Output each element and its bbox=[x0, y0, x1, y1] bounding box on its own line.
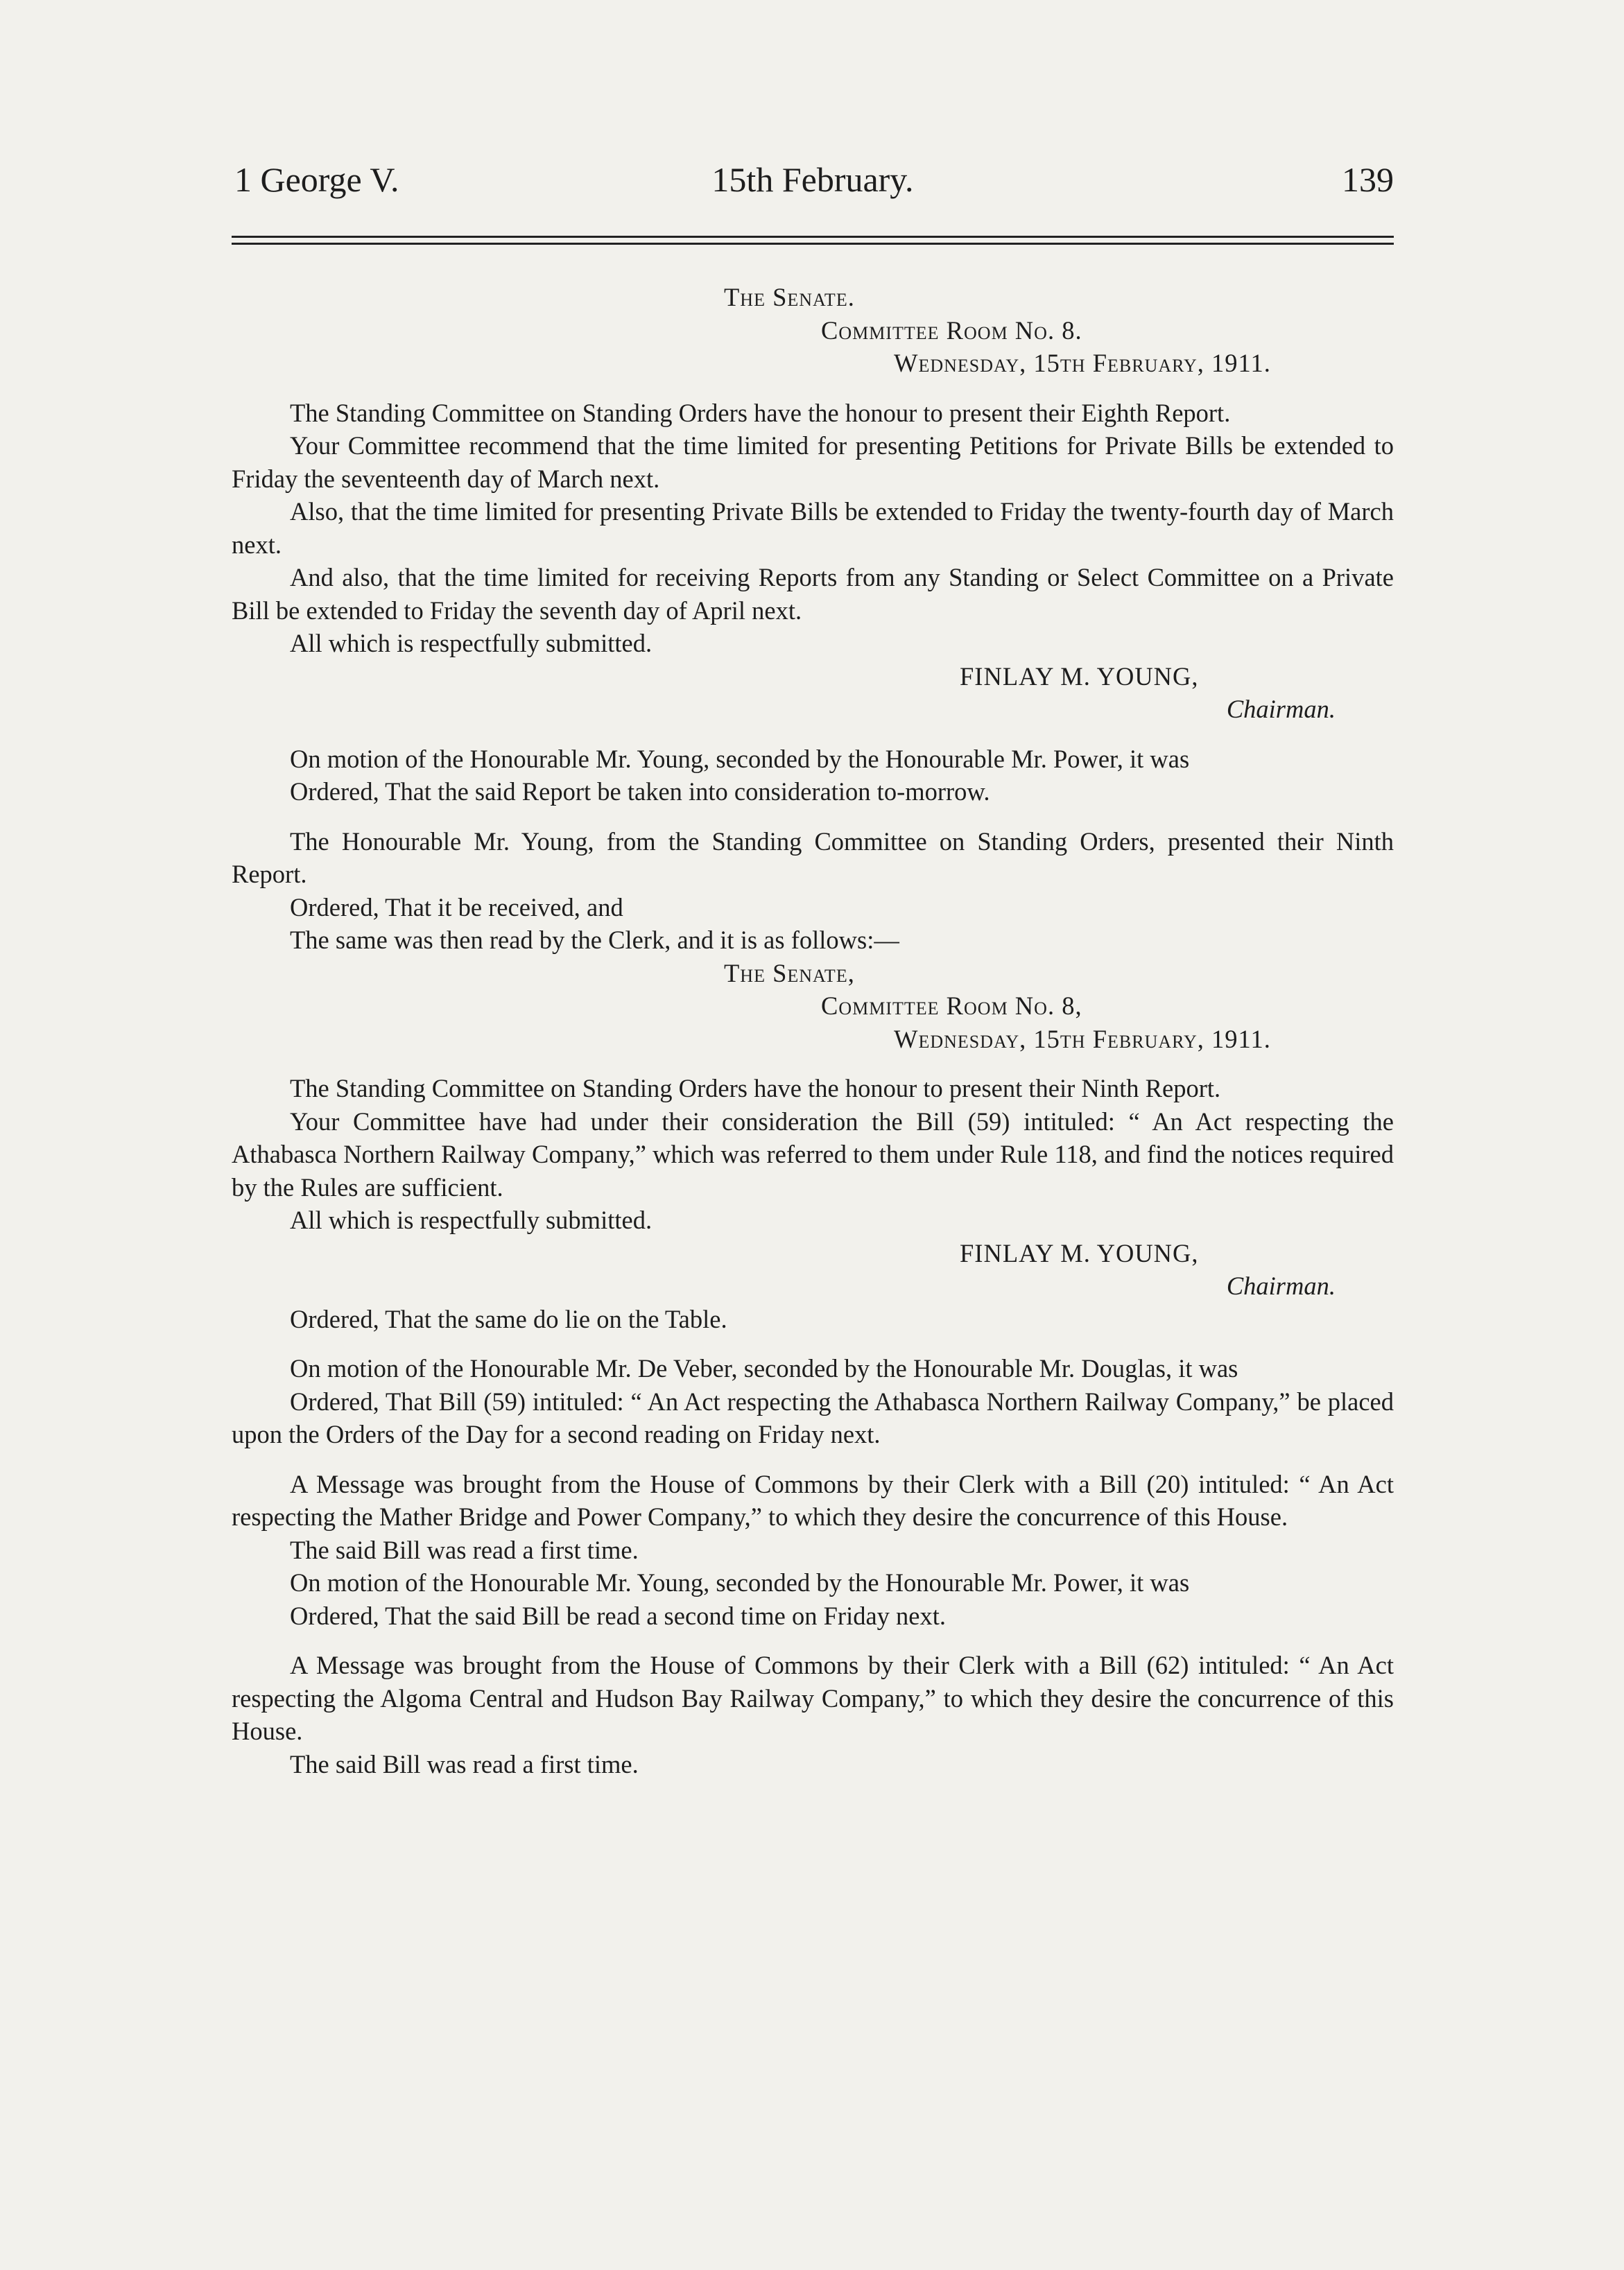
report2-intro-para-1: The Honourable Mr. Young, from the Standing Committee on Standing Orders, presented their Ninth Report. bbox=[232, 826, 1394, 888]
report1-date-text: Wednesday, 15th February, 1911. bbox=[894, 349, 1271, 377]
message1-para-2: The said Bill was read a first time. bbox=[290, 1535, 639, 1564]
report2-heading-date bbox=[232, 1023, 1394, 1056]
message2-para-1: A Message was brought from the House of Commons by their Clerk with a Bill (62) intituled: “ An Act respecting the Algoma Central and Hudson Bay Railway Company,” to which they desire the concurrence of this House. bbox=[232, 1651, 1394, 1745]
header-date: 15th February. bbox=[711, 160, 914, 199]
report1-para-3: Also, that the time limited for presenting Private Bills be extended to Friday the twenty-fourth day of March next. bbox=[232, 497, 1394, 559]
message1-para-4: Ordered, That the said Bill be read a second time on Friday next. bbox=[290, 1601, 947, 1630]
document-page bbox=[232, 159, 1394, 1781]
report1-para-5: All which is respectfully submitted. bbox=[290, 629, 653, 657]
motion2-para-2: Ordered, That Bill (59) intituled: “ An Act respecting the Athabasca Northern Railway Company,” be placed upon the Orders of the Day for a second reading on Friday next. bbox=[232, 1387, 1394, 1448]
header-regnal-year: 1 George V. bbox=[234, 160, 399, 199]
report2-heading-room: Committee Room No. 8, bbox=[821, 991, 1082, 1020]
report2-heading-senate: The Senate, bbox=[724, 958, 855, 987]
message2-para-2: The said Bill was read a first time. bbox=[290, 1749, 639, 1778]
running-header bbox=[232, 159, 1394, 208]
report2-intro-para-3: The same was then read by the Clerk, and it is as follows:— bbox=[290, 926, 899, 954]
page-number: 139 bbox=[1342, 160, 1394, 199]
report1-signature-title: Chairman. bbox=[1226, 695, 1336, 723]
message1-para-1: A Message was brought from the House of Commons by their Clerk with a Bill (20) intituled: “ An Act respecting the Mather Bridge and Power Company,” to which they desire the concurrence of this House. bbox=[232, 1469, 1394, 1531]
report1-heading-date bbox=[232, 347, 1394, 380]
report1-signature-name: FINLAY M. YOUNG, bbox=[960, 661, 1199, 691]
journal-text bbox=[232, 281, 1394, 1781]
motion1-para-1: On motion of the Honourable Mr. Young, seconded by the Honourable Mr. Power, it was bbox=[290, 744, 1190, 773]
report2-date-text: Wednesday, 15th February, 1911. bbox=[894, 1024, 1271, 1053]
report2-signature-title: Chairman. bbox=[1226, 1272, 1336, 1300]
report2-para-2: Your Committee have had under their consideration the Bill (59) intituled: “ An Act respecting the Athabasca Northern Railway Company,” which was referred to them under Rule 118, and find the notices required by the Rules are sufficient. bbox=[232, 1107, 1394, 1202]
motion1-para-2: Ordered, That the said Report be taken into consideration to-morrow. bbox=[290, 777, 990, 806]
report2-para-4: Ordered, That the same do lie on the Table. bbox=[290, 1304, 727, 1333]
report1-para-1: The Standing Committee on Standing Orders have the honour to present their Eighth Report. bbox=[290, 398, 1231, 427]
report1-para-4: And also, that the time limited for receiving Reports from any Standing or Select Committee on a Private Bill be extended to Friday the seventh day of April next. bbox=[232, 563, 1394, 625]
report2-intro-para-2: Ordered, That it be received, and bbox=[290, 892, 623, 921]
header-double-rule bbox=[232, 236, 1394, 245]
report2-para-1: The Standing Committee on Standing Orders have the honour to present their Ninth Report. bbox=[290, 1074, 1221, 1102]
report1-heading-senate: The Senate. bbox=[724, 283, 855, 311]
report2-signature-name: FINLAY M. YOUNG, bbox=[960, 1238, 1199, 1267]
report1-heading-room: Committee Room No. 8. bbox=[821, 315, 1082, 345]
motion2-para-1: On motion of the Honourable Mr. De Veber, seconded by the Honourable Mr. Douglas, it was bbox=[290, 1354, 1238, 1383]
report1-para-2: Your Committee recommend that the time limited for presenting Petitions for Private Bills be extended to Friday the seventeenth day of March next. bbox=[232, 431, 1394, 493]
report2-para-3: All which is respectfully submitted. bbox=[290, 1206, 653, 1234]
message1-para-3: On motion of the Honourable Mr. Young, seconded by the Honourable Mr. Power, it was bbox=[290, 1568, 1190, 1597]
